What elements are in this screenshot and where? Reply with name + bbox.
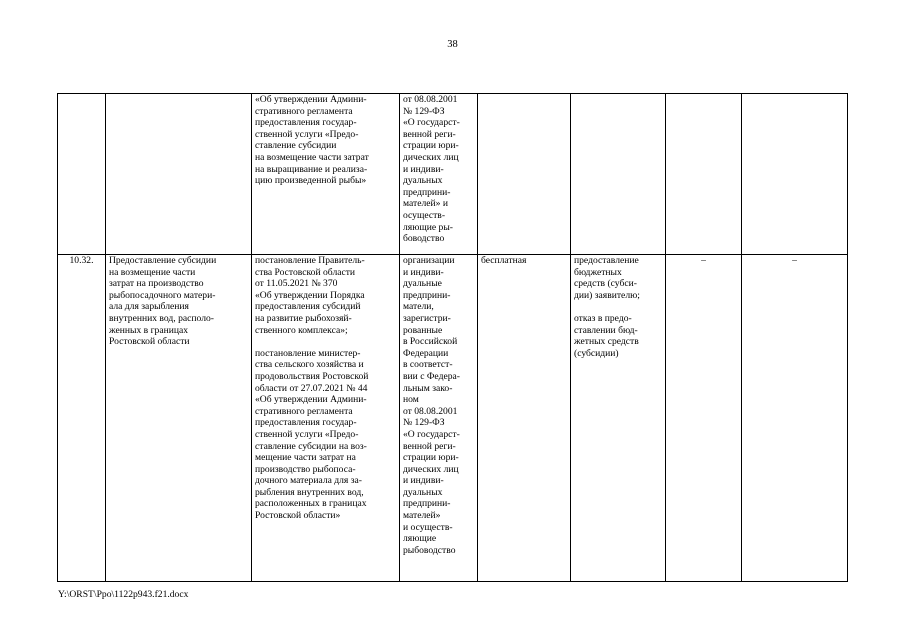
service-name (106, 94, 252, 255)
column-8-cell (742, 94, 848, 255)
fee: бесплатная (478, 255, 571, 582)
table-row (58, 94, 848, 255)
column-8-cell: – (742, 255, 848, 582)
result: предоставление бюджетных средств (субси- дии) заявителю; отказ в предо- ставлении бюд- жетных средств (субсидии) (571, 255, 666, 582)
row-number: 10.32. (58, 255, 106, 582)
footer-file-path: Y:\ORST\Ppo\1122p943.f21.docx (58, 589, 189, 600)
legal-basis: постановление Правитель- ства Ростовской области от 11.05.2021 № 370 «Об утверждении Порядка предоставления субсидий на развитие рыбохозяй- ственного комплекса»; постановление министер- ства сельского хозяйства и продовольствия Ростовской области от 27.07.2021 № 44 «Об утверждении Админи- стративного регламента предоставления государ- ственной услуги «Предо- ставление субсидии на воз- мещение части затрат на производство рыбопоса- дочного материала для за- рыбления внутренних вод, расположенных в границах Ростовской области» (252, 255, 400, 582)
services-table (57, 93, 848, 582)
column-7-cell (666, 94, 742, 255)
service-name: Предоставление субсидии на возмещение части затрат на производство рыбопосадочного матери- ала для зарыбления внутренних вод, располо- женных в границах Ростовской области (106, 255, 252, 582)
column-7-cell: – (666, 255, 742, 582)
page-number: 38 (447, 39, 458, 50)
fee (478, 94, 571, 255)
legal-basis: «Об утверждении Админи- стративного регламента предоставления государ- ственной услуги «Предо- ставление субсидии на возмещение части затрат на выращивание и реализа- цию произведенной рыбы» (252, 94, 400, 255)
table-row (58, 255, 848, 582)
recipients: от 08.08.2001 № 129-ФЗ «О государст- венной реги- страции юри- дических лиц и индиви- дуальных предприни- мателей» и осуществ- ляющие ры- боводство (400, 94, 478, 255)
result (571, 94, 666, 255)
recipients: организации и индиви- дуальные предприни- матели, зарегистри- рованные в Российской Федерации в соответст- вии с Федера- льным зако- ном от 08.08.2001 № 129-ФЗ «О государст- венной реги- страции юри- дических лиц и индиви- дуальных предприни- мателей» и осуществ- ляющие рыбоводство (400, 255, 478, 582)
row-number (58, 94, 106, 255)
